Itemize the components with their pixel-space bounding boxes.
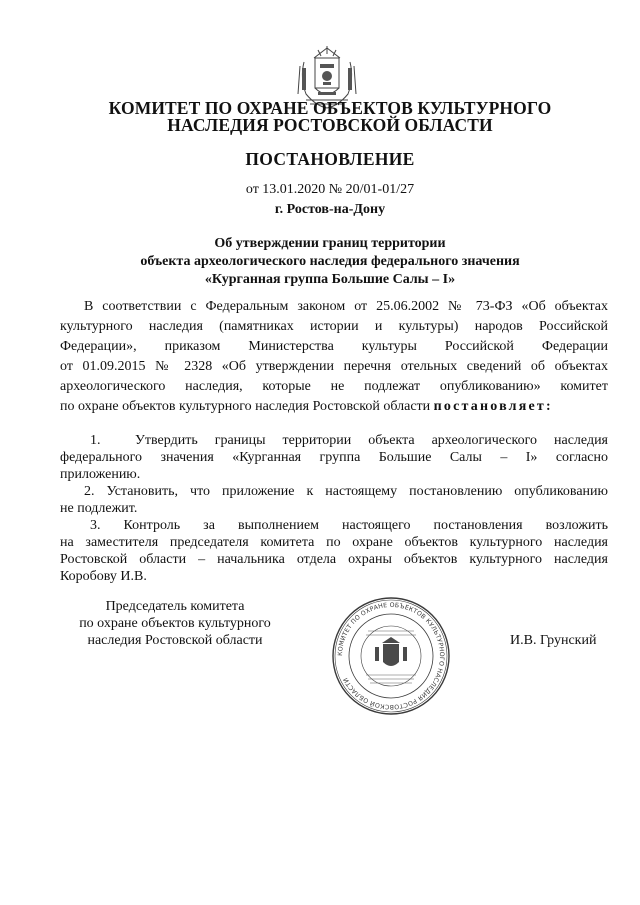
preamble-line: Федерации», приказом Министерства культуры Российской Федерации — [60, 339, 608, 354]
signer-name: И.В. Грунский — [510, 633, 597, 648]
resolves-word: постановляет: — [433, 399, 553, 414]
item1-line: Утвердить границы территории объекта археологического наследия — [135, 433, 608, 448]
document-type: ПОСТАНОВЛЕНИЕ — [245, 149, 415, 169]
item1-number: 1. — [90, 433, 101, 448]
item2-line: 2. Установить, что приложение к настоящему постановлению опубликованию — [84, 484, 608, 499]
item1-line: приложению. — [60, 467, 141, 482]
preamble-line: В соответствии с Федеральным законом от 25.06.2002 № 73-ФЗ «Об объектах — [84, 299, 608, 314]
subject-line1: Об утверждении границ территории — [214, 236, 446, 251]
subject-line3: «Курганная группа Большие Салы – I» — [204, 272, 456, 287]
committee-name-line2: НАСЛЕДИЯ РОСТОВСКОЙ ОБЛАСТИ — [167, 115, 493, 135]
item1-line: федерального значения «Курганная группа Большие Салы – I» согласно — [60, 450, 608, 465]
preamble-last-line — [60, 398, 608, 415]
committee-name-line1: КОМИТЕТ ПО ОХРАНЕ ОБЪЕКТОВ КУЛЬТУРНОГО — [108, 98, 552, 118]
signer-title-line2: по охране объектов культурного — [79, 616, 271, 631]
signer-title-line3: наследия Ростовской области — [87, 633, 263, 648]
document-city: г. Ростов-на-Дону — [274, 202, 386, 217]
official-seal-stamp — [330, 595, 452, 717]
preamble-line: археологического наследия, которые не подлежат опубликованию» комитет — [60, 379, 608, 394]
item3-line: Ростовской области – начальника отдела охраны объектов культурного наследия — [60, 552, 608, 567]
item3-line: Коробову И.В. — [60, 569, 147, 584]
signer-title-line1: Председатель комитета — [105, 599, 245, 614]
seal-text: КОМИТЕТ ПО ОХРАНЕ ОБЪЕКТОВ КУЛЬТУРНОГО НАСЛЕДИЯ РОСТОВСКОЙ ОБЛАСТИ — [336, 601, 446, 711]
document-date-number: от 13.01.2020 № 20/01-01/27 — [245, 182, 415, 197]
preamble-line: от 01.09.2015 № 2328 «Об утверждении перечня отельных сведений об объектах — [60, 359, 608, 374]
subject-line2: объекта археологического наследия федерального значения — [140, 254, 520, 269]
preamble-line: по охране объектов культурного наследия Ростовской области — [60, 399, 431, 414]
item3-line: на заместителя председателя комитета по охране объектов культурного наследия — [60, 535, 608, 550]
item3-line: 3. Контроль за выполнением настоящего постановления возложить — [90, 518, 608, 533]
item2-line: не подлежит. — [60, 501, 138, 516]
preamble-line: культурного наследия (памятниках истории и культуры) народов Российской — [60, 319, 608, 334]
